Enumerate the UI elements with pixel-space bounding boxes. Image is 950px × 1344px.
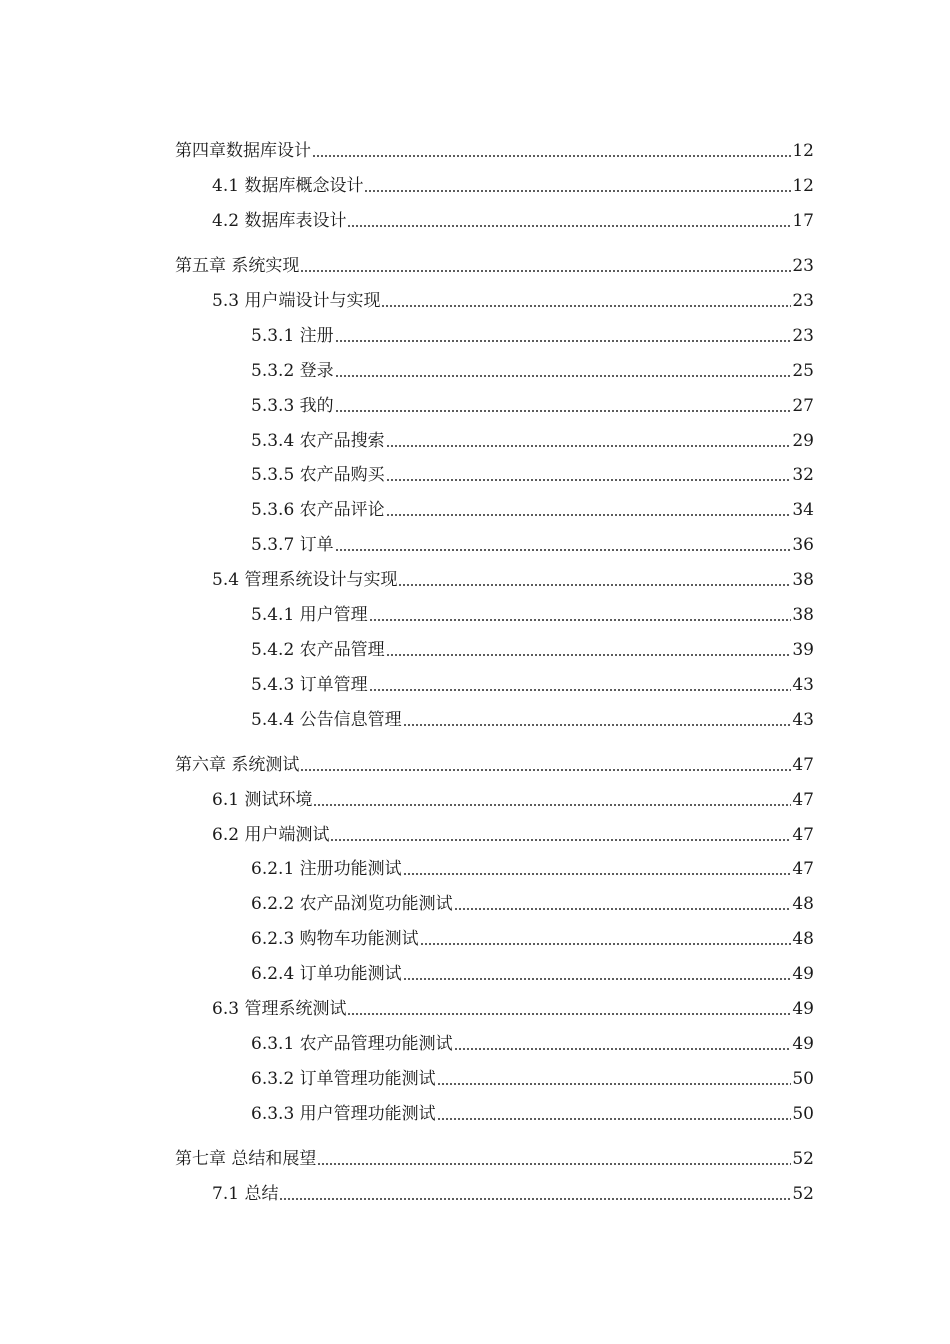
toc-entry-page: 52 (792, 1184, 814, 1204)
toc-entry-page: 50 (792, 1104, 814, 1124)
toc-entry-label: 第六章 系统测试 (175, 755, 300, 775)
toc-entry-6-3-1[interactable] (251, 1028, 814, 1054)
dot-leader (420, 943, 792, 945)
dot-leader (300, 769, 791, 771)
dot-leader (335, 340, 792, 342)
dot-leader (369, 689, 792, 691)
dot-leader (403, 724, 792, 726)
toc-entry-label: 6.2.1 注册功能测试 (251, 859, 402, 879)
toc-entry-label: 5.3.3 我的 (251, 396, 334, 416)
toc-entry-label: 第四章数据库设计 (175, 141, 311, 161)
toc-entry-label: 5.4.2 农产品管理 (251, 640, 385, 660)
toc-entry-label: 4.2 数据库表设计 (212, 211, 347, 231)
toc-entry-5-4-2[interactable] (251, 634, 814, 660)
toc-entry-label: 5.4.3 订单管理 (251, 675, 368, 695)
dot-leader (386, 479, 792, 481)
toc-entry-6-2-1[interactable] (251, 853, 814, 879)
toc-entry-page: 47 (792, 825, 814, 845)
dot-leader (279, 1198, 791, 1200)
toc-entry-6-1[interactable] (212, 784, 814, 810)
toc-entry-page: 50 (792, 1069, 814, 1089)
dot-leader (437, 1083, 792, 1085)
toc-entry-page: 49 (792, 999, 814, 1019)
toc-entry-5-3-7[interactable] (251, 529, 814, 555)
dot-leader (403, 873, 792, 875)
toc-entry-label: 5.4.4 公告信息管理 (251, 710, 402, 730)
dot-leader (330, 839, 791, 841)
toc-entry-label: 第七章 总结和展望 (175, 1149, 317, 1169)
dot-leader (381, 305, 791, 307)
dot-leader (313, 804, 791, 806)
toc-entry-label: 5.3 用户端设计与实现 (212, 291, 381, 311)
toc-entry-6-2-2[interactable] (251, 888, 814, 914)
toc-entry-5-4-3[interactable] (251, 669, 814, 695)
dot-leader (300, 270, 791, 272)
toc-entry-label: 6.3.1 农产品管理功能测试 (251, 1034, 453, 1054)
toc-entry-page: 12 (792, 176, 814, 196)
dot-leader (386, 654, 792, 656)
toc-entry-page: 23 (792, 326, 814, 346)
dot-leader (347, 1013, 791, 1015)
toc-entry-5-3-1[interactable] (251, 320, 814, 346)
toc-entry-page: 36 (792, 535, 814, 555)
toc-entry-label: 5.4 管理系统设计与实现 (212, 570, 398, 590)
toc-entry-label: 5.3.4 农产品搜索 (251, 431, 385, 451)
toc-entry-5-4[interactable] (212, 564, 814, 590)
toc-entry-page: 34 (792, 500, 814, 520)
toc-entry-label: 7.1 总结 (212, 1184, 279, 1204)
toc-entry-label: 4.1 数据库概念设计 (212, 176, 364, 196)
toc-entry-label: 5.3.7 订单 (251, 535, 334, 555)
toc-entry-page: 39 (792, 640, 814, 660)
toc-entry-page: 38 (792, 570, 814, 590)
toc-entry-page: 47 (792, 790, 814, 810)
toc-entry-label: 5.3.6 农产品评论 (251, 500, 385, 520)
toc-entry-label: 6.3.2 订单管理功能测试 (251, 1069, 436, 1089)
toc-entry-chapter-5[interactable] (175, 250, 814, 276)
toc-entry-4-2[interactable] (212, 205, 814, 231)
toc-entry-page: 12 (792, 141, 814, 161)
toc-entry-label: 6.2.2 农产品浏览功能测试 (251, 894, 453, 914)
toc-entry-chapter-7[interactable] (175, 1143, 814, 1169)
toc-entry-6-3[interactable] (212, 993, 814, 1019)
toc-entry-label: 6.3 管理系统测试 (212, 999, 347, 1019)
toc-entry-label: 第五章 系统实现 (175, 256, 300, 276)
toc-entry-label: 6.2 用户端测试 (212, 825, 330, 845)
toc-entry-label: 5.4.1 用户管理 (251, 605, 368, 625)
toc-entry-page: 32 (792, 465, 814, 485)
toc-entry-6-3-2[interactable] (251, 1063, 814, 1089)
toc-entry-page: 47 (792, 755, 814, 775)
toc-entry-6-2-3[interactable] (251, 923, 814, 949)
toc-entry-label: 6.2.4 订单功能测试 (251, 964, 402, 984)
toc-entry-label: 5.3.2 登录 (251, 361, 334, 381)
dot-leader (437, 1118, 792, 1120)
dot-leader (312, 155, 791, 157)
toc-entry-page: 17 (792, 211, 814, 231)
toc-entry-6-3-3[interactable] (251, 1098, 814, 1124)
toc-entry-5-4-4[interactable] (251, 704, 814, 730)
toc-entry-6-2[interactable] (212, 819, 814, 845)
toc-entry-4-1[interactable] (212, 170, 814, 196)
dot-leader (398, 584, 791, 586)
dot-leader (386, 445, 792, 447)
toc-entry-5-3-5[interactable] (251, 459, 814, 485)
dot-leader (364, 190, 791, 192)
toc-entry-5-3-4[interactable] (251, 425, 814, 451)
toc-entry-page: 29 (792, 431, 814, 451)
dot-leader (386, 514, 792, 516)
dot-leader (335, 375, 792, 377)
toc-entry-label: 5.3.5 农产品购买 (251, 465, 385, 485)
toc-entry-page: 49 (792, 964, 814, 984)
dot-leader (403, 978, 792, 980)
toc-entry-5-3-2[interactable] (251, 355, 814, 381)
toc-entry-5-3-3[interactable] (251, 390, 814, 416)
dot-leader (454, 1048, 792, 1050)
dot-leader (454, 908, 792, 910)
toc-entry-page: 25 (792, 361, 814, 381)
toc-entry-page: 27 (792, 396, 814, 416)
toc-entry-page: 47 (792, 859, 814, 879)
toc-entry-page: 23 (792, 291, 814, 311)
dot-leader (335, 410, 792, 412)
toc-entry-page: 23 (792, 256, 814, 276)
toc-entry-chapter-6[interactable] (175, 749, 814, 775)
toc-entry-page: 48 (792, 929, 814, 949)
toc-entry-label: 6.1 测试环境 (212, 790, 313, 810)
toc-entry-5-3-6[interactable] (251, 494, 814, 520)
toc-entry-label: 6.3.3 用户管理功能测试 (251, 1104, 436, 1124)
toc-entry-label: 6.2.3 购物车功能测试 (251, 929, 419, 949)
toc-entry-page: 49 (792, 1034, 814, 1054)
dot-leader (335, 549, 792, 551)
toc-entry-page: 43 (792, 710, 814, 730)
toc-entry-7-1[interactable] (212, 1178, 814, 1204)
toc-entry-6-2-4[interactable] (251, 958, 814, 984)
toc-entry-page: 52 (792, 1149, 814, 1169)
toc-entry-chapter-4[interactable] (175, 135, 814, 161)
dot-leader (317, 1163, 791, 1165)
dot-leader (347, 225, 791, 227)
dot-leader (369, 619, 792, 621)
toc-entry-5-4-1[interactable] (251, 599, 814, 625)
toc-entry-page: 48 (792, 894, 814, 914)
toc-entry-5-3[interactable] (212, 285, 814, 311)
toc-entry-page: 38 (792, 605, 814, 625)
toc-entry-label: 5.3.1 注册 (251, 326, 334, 346)
toc-entry-page: 43 (792, 675, 814, 695)
